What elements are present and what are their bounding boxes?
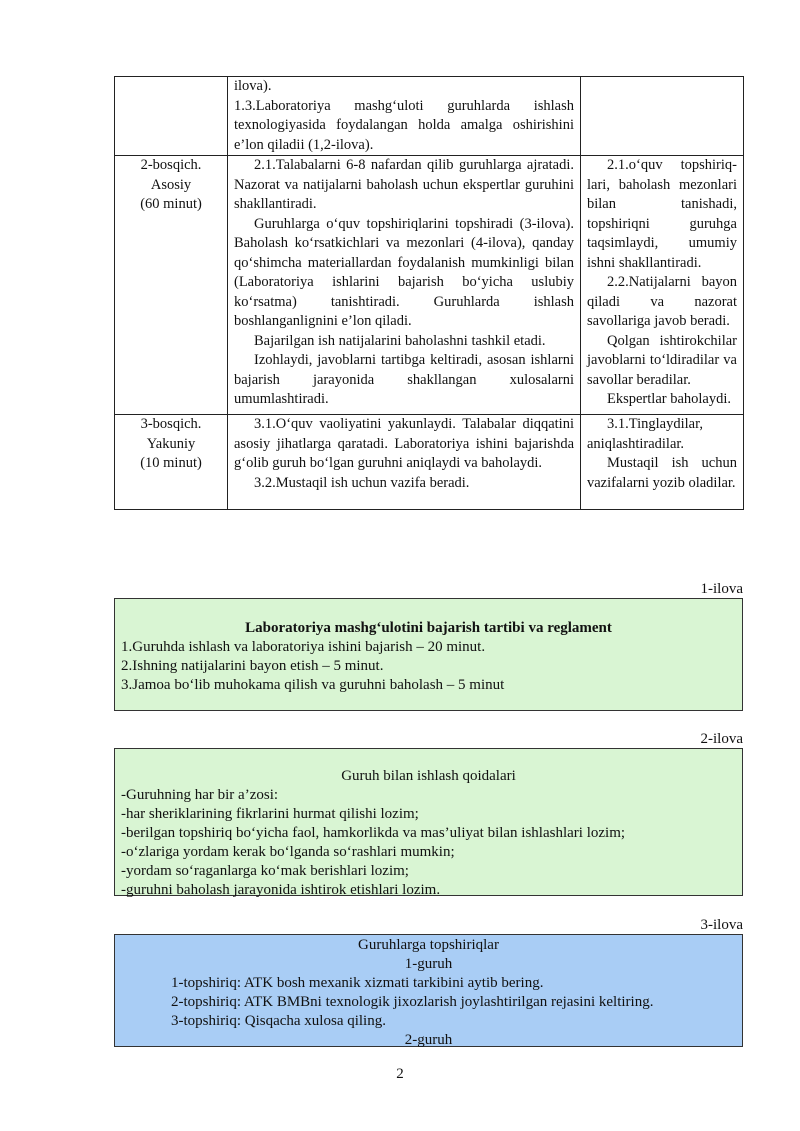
appendix-title: Laboratoriya mashg‘ulotini bajarish tartibi va reglament: [245, 620, 612, 636]
paragraph: Izohlaydi, javoblarni tartibga keltiradi, asosan ishlarni bajarish jarayonida shakllangan xulosalarni umumlashtiradi.: [234, 352, 574, 407]
paragraph: 3.1.Tinglaydilar, aniqlashtiradilar.: [587, 416, 703, 452]
paragraph: 2.1.o‘quv topshiriq-lari, baholash mezonlari bilan tanishadi, topshiriqni guruhga taqsimlaydi, umumiy ishni shakllantiradi.: [587, 157, 737, 271]
list-item: -har sheriklarining fikrlarini hurmat qilishi lozim;: [121, 806, 419, 822]
list-item: -yordam so‘raganlarga ko‘mak berishlari lozim;: [121, 863, 409, 879]
task-item: 1-topshiriq: ATK bosh mexanik xizmati tarkibini aytib bering.: [171, 975, 544, 991]
lesson-plan-table: [114, 76, 744, 510]
paragraph: 3.2.Mustaqil ish uchun vazifa beradi.: [254, 474, 470, 491]
appendix-1-box: [114, 598, 743, 711]
stage-number: 2-bosqich.: [140, 157, 202, 173]
paragraph: 2.2.Natijalarni bayon qiladi va nazorat savollariga javob beradi.: [587, 274, 737, 329]
task-item: 2-topshiriq: ATK BMBni texnologik jixozlarish joylashtirilgan rejasini keltiring.: [171, 994, 654, 1010]
task-item: 3-topshiriq: Qisqacha xulosa qiling.: [171, 1013, 386, 1029]
stage-cell: [115, 415, 228, 510]
appendix-title: Guruhlarga topshiriqlar: [358, 937, 499, 953]
appendix-label: 1-ilova: [700, 581, 743, 597]
paragraph: Ekspertlar baholaydi.: [607, 391, 732, 407]
appendix-label: 2-ilova: [700, 731, 743, 747]
paragraph: 2.1.Talabalarni 6-8 nafardan qilib guruhlarga ajratadi. Nazorat va natijalarni baholash uchun ekspertlar guruhini shakllantiradi.: [234, 157, 574, 212]
list-item: -berilgan topshiriq bo‘yicha faol, hamkorlikda va mas’uliyat bilan ishlashlari lozim;: [121, 825, 626, 841]
student-activity-cell: [581, 77, 744, 156]
paragraph: Qolgan ishtirokchilar javoblarni to‘ldiradilar va savollar beradilar.: [587, 332, 737, 388]
group-heading: 2-guruh: [404, 1032, 453, 1048]
list-item: 3.Jamoa bo‘lib muhokama qilish va guruhni baholash – 5 minut: [121, 677, 505, 693]
stage-duration: (60 minut): [140, 196, 202, 212]
list-item: -Guruhning har bir a’zosi:: [121, 787, 279, 803]
list-item: 1.Guruhda ishlash va laboratoriya ishini bajarish – 20 minut.: [121, 639, 486, 655]
appendix-title: Guruh bilan ishlash qoidalari: [341, 768, 516, 784]
paragraph: ilova).: [234, 78, 272, 94]
stage-name: Yakuniy: [146, 435, 196, 452]
list-item: -guruhni baholash jarayonida ishtirok etishlari lozim.: [121, 882, 441, 898]
teacher-activity-cell: [228, 77, 581, 156]
paragraph: Mustaqil ish uchun vazifalarni yozib oladilar.: [587, 455, 737, 491]
student-activity-cell: [581, 415, 744, 510]
table-row: [115, 77, 744, 156]
stage-number: 3-bosqich.: [140, 416, 202, 432]
paragraph: Bajarilgan ish natijalarini baholashni tashkil etadi.: [254, 332, 546, 349]
stage-cell: [115, 156, 228, 415]
paragraph: 3.1.O‘quv vaoliyatini yakunlaydi. Talabalar diqqatini asosiy jihatlarga qaratadi. Laboratoriya ishini bajarishda g‘olib guruh bo‘lgan guruhni aniqlaydi va baholaydi.: [234, 416, 574, 471]
appendix-2-box: [114, 748, 743, 896]
appendix-label: 3-ilova: [700, 917, 743, 933]
page-number: 2: [396, 1066, 404, 1082]
table-row: [115, 415, 744, 510]
paragraph: 1.3.Laboratoriya mashg‘uloti guruhlarda ishlash texnologiyasida foydalangan holda amalga oshirishini e’lon qiladii (1,2-ilova).: [234, 97, 574, 153]
student-activity-cell: [581, 156, 744, 415]
list-item: -o‘zlariga yordam kerak bo‘lganda so‘rashlari mumkin;: [121, 844, 455, 860]
stage-name: Asosiy: [150, 176, 192, 193]
list-item: 2.Ishning natijalarini bayon etish – 5 minut.: [121, 658, 384, 674]
stage-cell: [115, 77, 228, 156]
teacher-activity-cell: [228, 156, 581, 415]
appendix-3-box: [114, 934, 743, 1047]
paragraph: Guruhlarga o‘quv topshiriqlarini topshiradi (3-ilova). Baholash ko‘rsatkichlari va mezonlari (4-ilova), qanday qo‘shimcha materiallardan foydalanish mumkinligi bilan (Laboratoriya ishlarini bajarish bo‘yicha uslubiy ko‘rsatma) tanishtiradi. Guruhlarda ishlash boshlanganlignini e’lon qiladi.: [234, 215, 574, 329]
group-heading: 1-guruh: [404, 956, 453, 972]
teacher-activity-cell: [228, 415, 581, 510]
table-row: [115, 156, 744, 415]
stage-duration: (10 minut): [140, 455, 202, 471]
